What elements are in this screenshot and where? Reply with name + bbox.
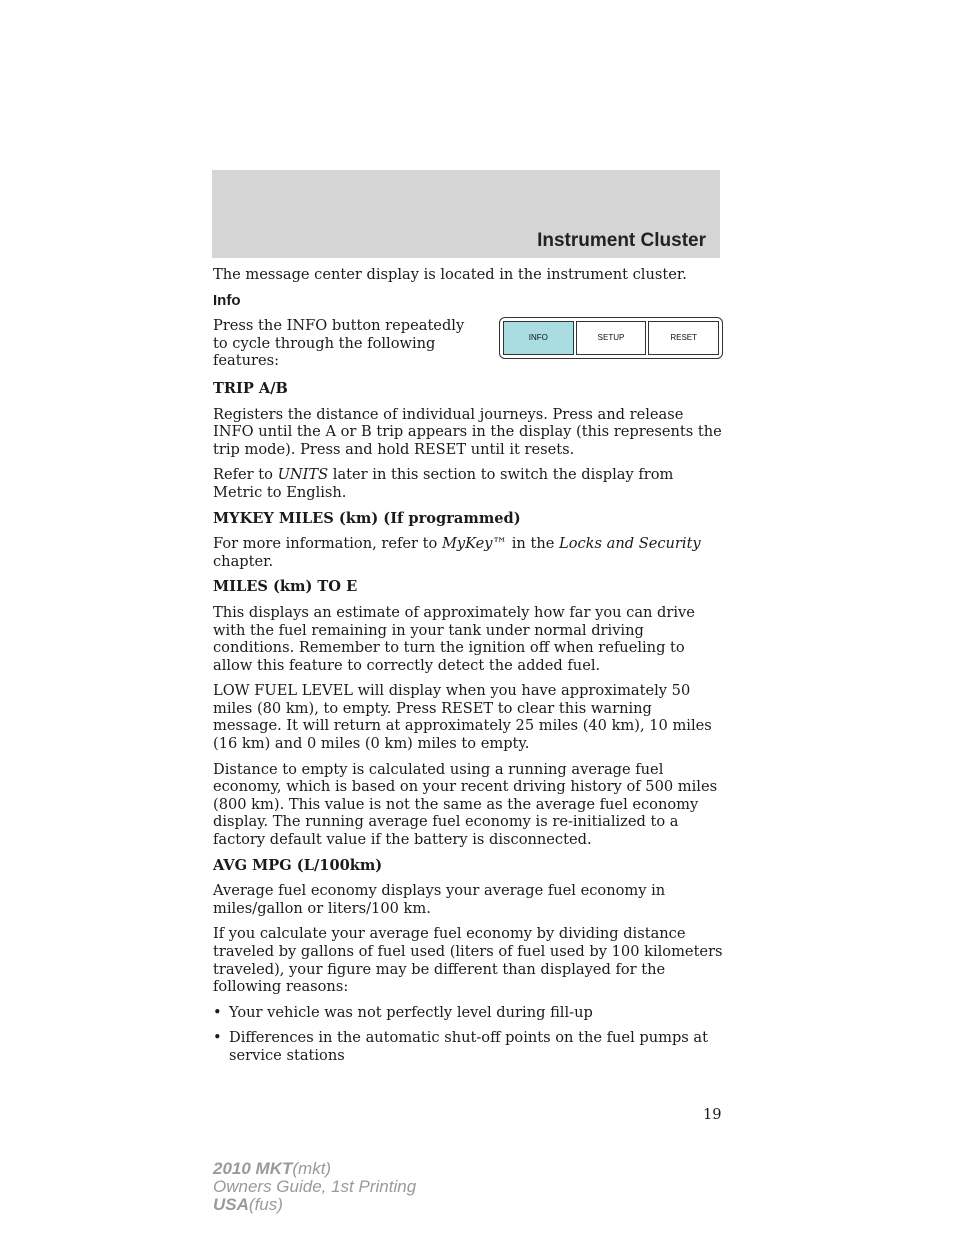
footer-imprint xyxy=(213,1160,416,1214)
mykey-text-pre: For more information, refer to xyxy=(213,535,442,553)
dte-paragraph-3: Distance to empty is calculated using a running average fuel economy, which is based on your recent driving history of 500 miles (800 km). This value is not the same as the average fuel economy display. The running average fuel economy is re-initialized to a factory default value if the battery is disconnected. xyxy=(213,760,718,849)
mykey-text-mid: in the xyxy=(507,535,560,553)
bullet-icon: • xyxy=(213,1003,222,1021)
units-link-text: UNITS xyxy=(277,466,329,484)
page-number: 19 xyxy=(703,1106,722,1123)
trip-heading: TRIP A/B xyxy=(213,379,288,397)
footer-market-code: (fus) xyxy=(248,1195,283,1214)
footer-model-code: (mkt) xyxy=(292,1159,332,1178)
units-paragraph xyxy=(213,466,723,501)
list-item xyxy=(213,1004,723,1022)
section-header-band xyxy=(212,170,720,258)
footer-line-2: Owners Guide, 1st Printing xyxy=(213,1177,417,1196)
bullet-text: Your vehicle was not perfectly level during fill-up xyxy=(229,1003,593,1021)
avg-heading: AVG MPG (L/100km) xyxy=(213,856,383,874)
footer-line-3 xyxy=(213,1196,416,1214)
dte-heading: MILES (km) TO E xyxy=(213,578,358,596)
info-button: INFO xyxy=(503,321,574,355)
info-row xyxy=(213,317,723,370)
reset-button: RESET xyxy=(648,321,719,355)
mykey-heading: MYKEY MILES (km) (If programmed) xyxy=(213,509,521,527)
dte-paragraph-2: LOW FUEL LEVEL will display when you have approximately 50 miles (80 km), to empty. Press RESET to clear this warning message. It will return at approximately 25 miles (40 km), 10 miles (16 km) and 0 miles (0 km) miles to empty. xyxy=(213,682,712,753)
info-paragraph: Press the INFO button repeatedly to cycle through the following features: xyxy=(213,317,465,370)
dte-paragraph-1: This displays an estimate of approximately how far you can drive with the fuel remaining in your tank under normal driving conditions. Remember to turn the ignition off when refueling to allow this feature to correctly detect the added fuel. xyxy=(213,603,695,674)
units-text-pre: Refer to xyxy=(213,466,278,484)
section-title: Instrument Cluster xyxy=(537,230,706,251)
bullet-icon: • xyxy=(213,1029,222,1047)
avg-paragraph-1: Average fuel economy displays your average fuel economy in miles/gallon or liters/100 km. xyxy=(213,882,666,917)
info-heading: Info xyxy=(213,291,241,309)
page-content xyxy=(213,266,723,1073)
footer-model: 2010 MKT xyxy=(213,1159,293,1178)
setup-button: SETUP xyxy=(576,321,647,355)
footer-line-1 xyxy=(213,1160,416,1178)
button-panel-illustration xyxy=(499,317,723,359)
mykey-ref: MyKey™ xyxy=(441,535,508,553)
avg-paragraph-2: If you calculate your average fuel economy by dividing distance traveled by gallons of fuel used (liters of fuel used by 100 kilometers traveled), your figure may be different than displayed for the following reasons: xyxy=(213,925,723,996)
units-text-post: later in this section to switch the display from Metric to English. xyxy=(213,466,674,501)
trip-paragraph: Registers the distance of individual journeys. Press and release INFO until the A or B trip appears in the display (this represents the trip mode). Press and hold RESET until it resets. xyxy=(213,405,722,458)
mykey-paragraph xyxy=(213,535,723,570)
locks-security-ref: Locks and Security xyxy=(559,535,701,553)
mykey-text-post: chapter. xyxy=(213,552,274,570)
list-item xyxy=(213,1029,723,1064)
bullet-text: Differences in the automatic shut-off points on the fuel pumps at service stations xyxy=(229,1029,708,1064)
footer-market: USA xyxy=(213,1195,249,1214)
intro-paragraph: The message center display is located in the instrument cluster. xyxy=(213,266,687,283)
